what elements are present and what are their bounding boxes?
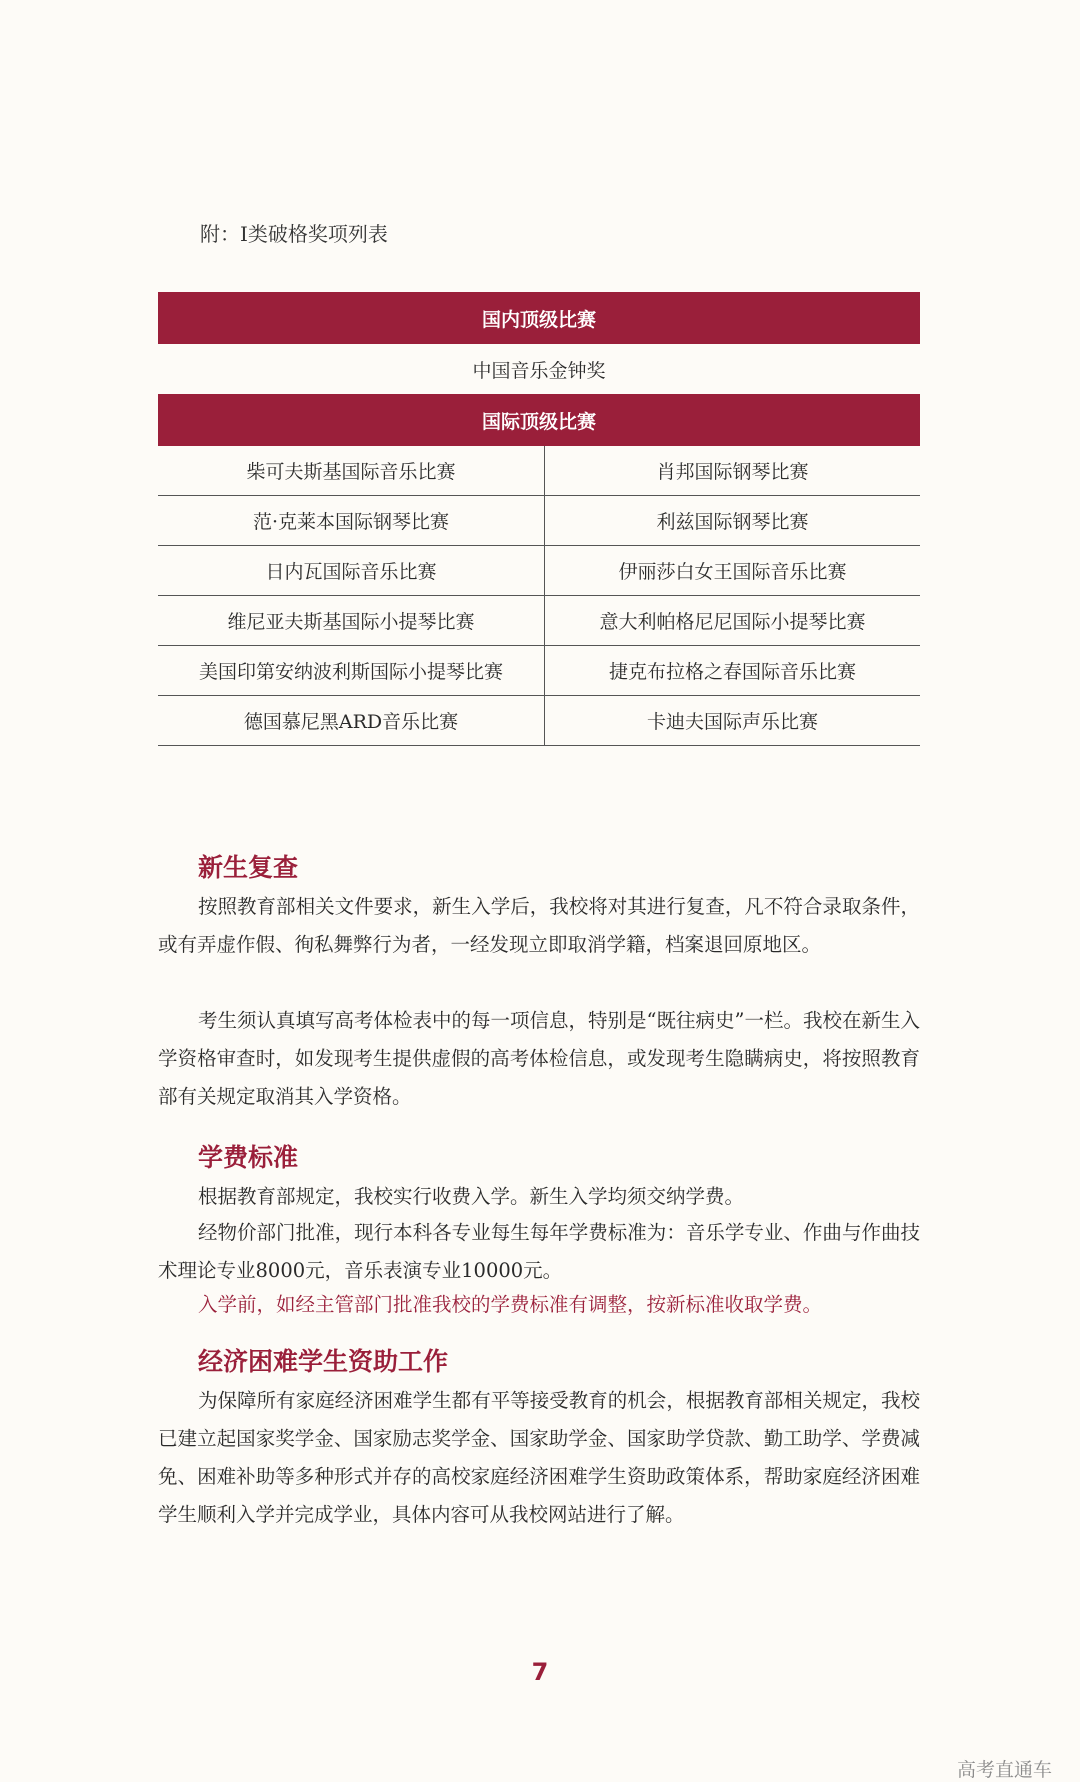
table-cell: 柴可夫斯基国际音乐比赛 — [158, 446, 545, 496]
paragraph: 为保障所有家庭经济困难学生都有平等接受教育的机会，根据教育部相关规定，我校已建立起国家奖学金、国家励志奖学金、国家助学金、国家助学贷款、勤工助学、学费减免、困难补助等多种形式并存的高校家庭经济困难学生资助政策体系，帮助家庭经济困难学生顺利入学并完成学业，具体内容可从我校网站进行了解。 — [158, 1389, 920, 1526]
section-heading-aid: 经济困难学生资助工作 — [198, 1347, 449, 1376]
table-cell: 维尼亚夫斯基国际小提琴比赛 — [158, 596, 545, 646]
table-cell: 日内瓦国际音乐比赛 — [158, 546, 545, 596]
page-number: 7 — [531, 1658, 549, 1686]
watermark: 高考直通车 — [956, 1759, 1052, 1781]
domestic-header: 国内顶级比赛 — [158, 292, 920, 344]
table-cell: 利兹国际钢琴比赛 — [545, 496, 920, 546]
table-cell: 意大利帕格尼尼国际小提琴比赛 — [545, 596, 920, 646]
paragraph: 按照教育部相关文件要求，新生入学后，我校将对其进行复查，凡不符合录取条件，或有弄虚作假、徇私舞弊行为者，一经发现立即取消学籍，档案退回原地区。 — [158, 895, 920, 956]
domestic-item: 中国音乐金钟奖 — [158, 344, 920, 394]
paragraph: 考生须认真填写高考体检表中的每一项信息，特别是“既往病史”一栏。我校在新生入学资格审查时，如发现考生提供虚假的高考体检信息，或发现考生隐瞒病史，将按照教育部有关规定取消其入学资格。 — [158, 1009, 920, 1108]
paragraph-highlight: 入学前，如经主管部门批准我校的学费标准有调整，按新标准收取学费。 — [198, 1293, 823, 1316]
table-cell: 美国印第安纳波利斯国际小提琴比赛 — [158, 646, 545, 696]
annex-title: 附：Ⅰ类破格奖项列表 — [200, 222, 388, 246]
table-cell: 捷克布拉格之春国际音乐比赛 — [545, 646, 920, 696]
table-cell: 卡迪夫国际声乐比赛 — [545, 696, 920, 746]
table-cell: 德国慕尼黑ARD音乐比赛 — [158, 696, 545, 746]
international-header: 国际顶级比赛 — [158, 394, 920, 446]
table-cell: 伊丽莎白女王国际音乐比赛 — [545, 546, 920, 596]
international-grid — [158, 446, 920, 746]
table-cell: 肖邦国际钢琴比赛 — [545, 446, 920, 496]
section-heading-tuition: 学费标准 — [198, 1143, 299, 1172]
award-table — [158, 292, 920, 746]
section-heading-review: 新生复查 — [198, 853, 299, 882]
paragraph: 经物价部门批准，现行本科各专业每生每年学费标准为：音乐学专业、作曲与作曲技术理论专业8000元，音乐表演专业10000元。 — [158, 1221, 920, 1282]
table-cell: 范·克莱本国际钢琴比赛 — [158, 496, 545, 546]
paragraph: 根据教育部规定，我校实行收费入学。新生入学均须交纳学费。 — [198, 1185, 745, 1208]
